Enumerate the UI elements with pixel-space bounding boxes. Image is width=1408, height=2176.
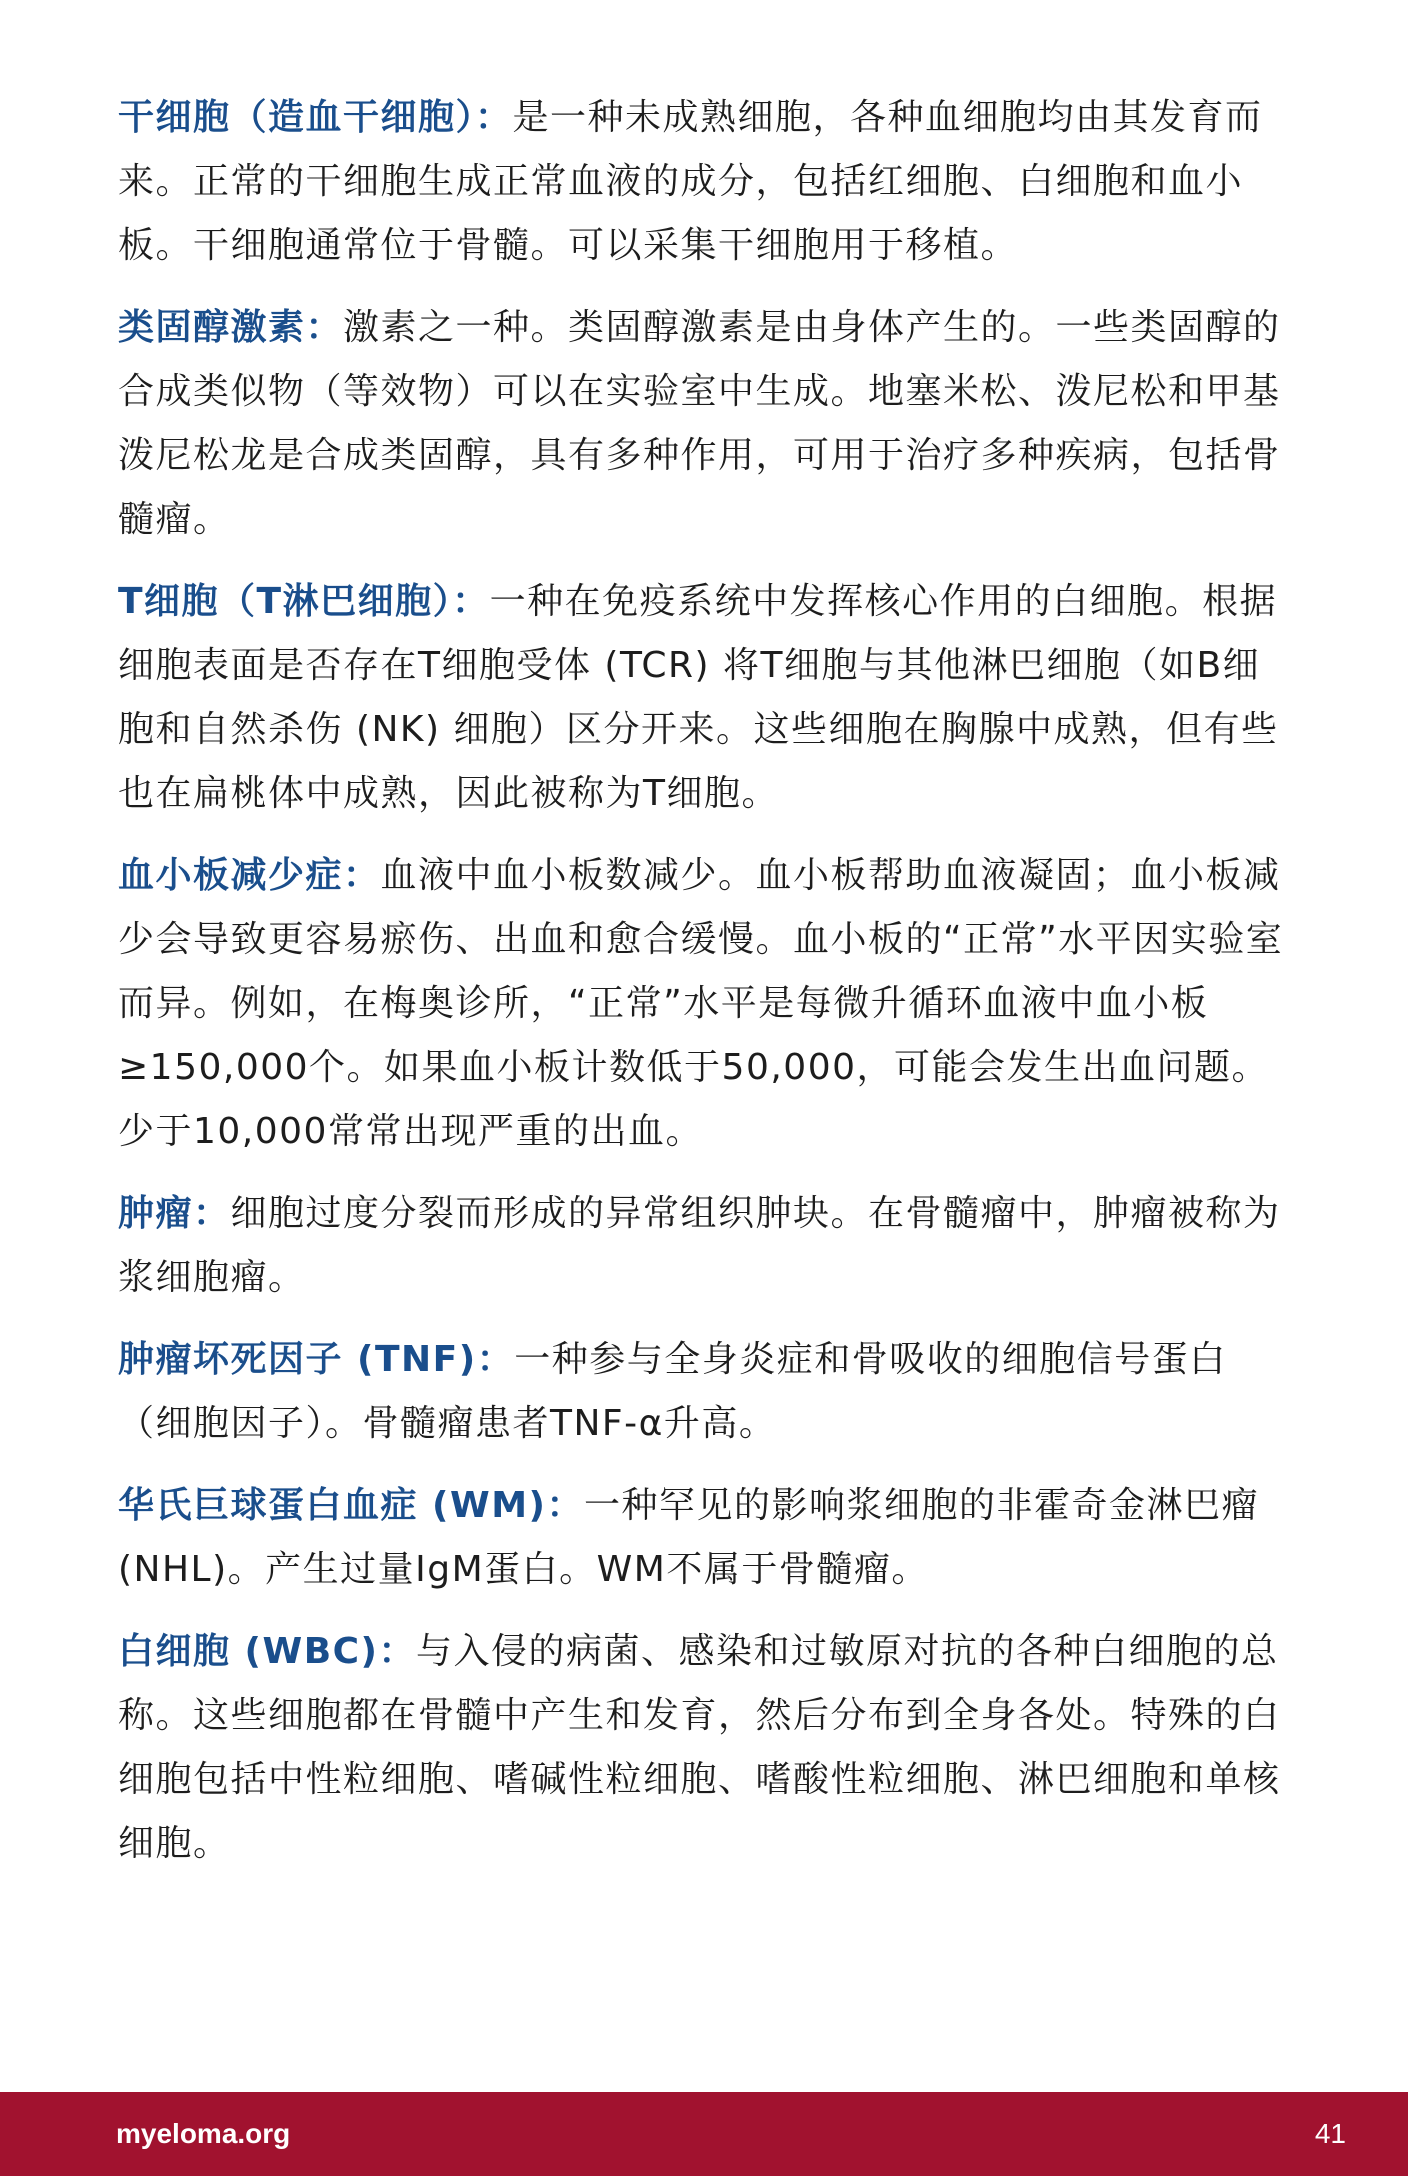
page-number: 41: [1314, 2118, 1346, 2149]
glossary-entry-stem-cell: [118, 86, 1294, 278]
glossary-term: 肿瘤：: [118, 1193, 231, 1234]
glossary-list: [118, 86, 1294, 1894]
glossary-term: 华氏巨球蛋白血症 (WM)：: [118, 1485, 584, 1526]
glossary-term: 类固醇激素：: [118, 307, 344, 348]
glossary-entry-thrombocytopenia: [118, 844, 1294, 1164]
glossary-term: 白细胞 (WBC)：: [118, 1631, 417, 1672]
glossary-definition: 血液中血小板数减少。血小板帮助血液凝固；血小板减少会导致更容易瘀伤、出血和愈合缓慢。血小板的“正常”水平因实验室而异。例如，在梅奥诊所，“正常”水平是每微升循环血液中血小板≥150,000个。如果血小板计数低于50,000，可能会发生出血问题。少于10,000常常出现严重的出血。: [118, 855, 1284, 1152]
footer-site-link[interactable]: myeloma.org: [116, 2118, 291, 2149]
glossary-definition: 一种罕见的影响浆细胞的非霍奇金淋巴瘤 (NHL)。产生过量IgM蛋白。WM不属于骨髓瘤。: [118, 1485, 1259, 1590]
glossary-entry-wbc: [118, 1620, 1294, 1876]
glossary-term: 血小板减少症：: [118, 855, 381, 896]
glossary-term: T细胞（T淋巴细胞）：: [118, 581, 490, 622]
glossary-entry-wm: [118, 1474, 1294, 1602]
glossary-definition: 一种在免疫系统中发挥核心作用的白细胞。根据细胞表面是否存在T细胞受体 (TCR) 将T细胞与其他淋巴细胞（如B细胞和自然杀伤 (NK) 细胞）区分开来。这些细胞在胸腺中成熟，但有些也在扁桃体中成熟，因此被称为T细胞。: [118, 581, 1279, 814]
glossary-definition: 一种参与全身炎症和骨吸收的细胞信号蛋白（细胞因子）。骨髓瘤患者TNF-α升高。: [118, 1339, 1227, 1444]
glossary-definition: 细胞过度分裂而形成的异常组织肿块。在骨髓瘤中，肿瘤被称为浆细胞瘤。: [118, 1193, 1281, 1298]
glossary-term: 干细胞（造血干细胞）：: [118, 97, 513, 138]
glossary-definition: 是一种未成熟细胞，各种血细胞均由其发育而来。正常的干细胞生成正常血液的成分，包括红细胞、白细胞和血小板。干细胞通常位于骨髓。可以采集干细胞用于移植。: [118, 97, 1263, 266]
glossary-definition: 激素之一种。类固醇激素是由身体产生的。一些类固醇的合成类似物（等效物）可以在实验室中生成。地塞米松、泼尼松和甲基泼尼松龙是合成类固醇，具有多种作用，可用于治疗多种疾病，包括骨髓瘤。: [118, 307, 1281, 540]
glossary-term: 肿瘤坏死因子 (TNF)：: [118, 1339, 515, 1380]
glossary-entry-t-cell: [118, 570, 1294, 826]
glossary-entry-tumor: [118, 1182, 1294, 1310]
footer-bar: [0, 2092, 1408, 2176]
glossary-entry-tnf: [118, 1328, 1294, 1456]
glossary-definition: 与入侵的病菌、感染和过敏原对抗的各种白细胞的总称。这些细胞都在骨髓中产生和发育，然后分布到全身各处。特殊的白细胞包括中性粒细胞、嗜碱性粒细胞、嗜酸性粒细胞、淋巴细胞和单核细胞。: [118, 1631, 1281, 1864]
glossary-entry-steroid: [118, 296, 1294, 552]
